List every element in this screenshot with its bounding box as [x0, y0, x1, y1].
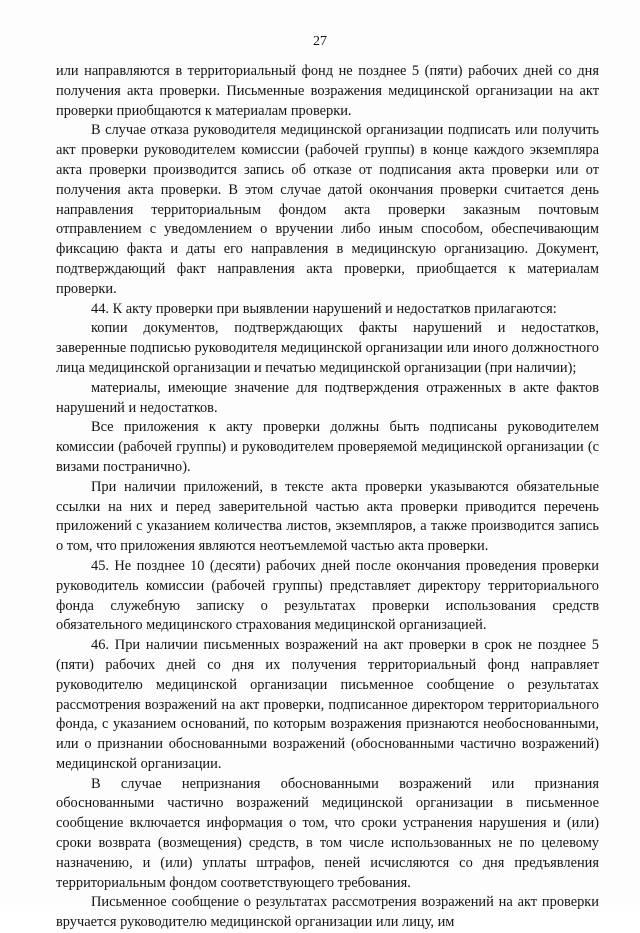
paragraph-45: 45. Не позднее 10 (десяти) рабочих дней после окончания проведения проверки руководитель комиссии (рабочей группы) представляет директору территориального фонда служебную записку о результатах проверки использования средств обязательного медицинского страхования медицинской организацией. — [56, 557, 599, 634]
paragraph-attachments-list: При наличии приложений, в тексте акта проверки указываются обязательные ссылки на них и перед заверительной частью акта проверки приводится перечень приложений с указанием количества листов, экземпляров, а также производится запись о том, что приложения являются неотъемлемой частью акта проверки. — [56, 478, 599, 555]
paragraph-copies: копии документов, подтверждающих факты нарушений и недостатков, заверенные подписью руководителя медицинской организации или иного должностного лица медицинской организации и печатью медицинской организации (при наличии); — [56, 320, 599, 376]
paragraph-written-message: Письменное сообщение о результатах рассмотрения возражений на акт проверки вручается руководителю медицинской организации или лицу, им — [56, 894, 599, 931]
paragraph-materials: материалы, имеющие значение для подтверждения отраженных в акте фактов нарушений и недостатков. — [56, 379, 599, 416]
page-number: 27 — [313, 34, 327, 49]
paragraph-non-recognition: В случае непризнания обоснованными возражений или признания обоснованными частично возражений медицинской организации в письменное сообщение включается информация о том, что сроки устранения нарушения и (или) сроки возврата (возмещения) средств, в том числе использованных не по целевому назначению, и (или) уплаты штрафов, пеней исчисляются со дня предъявления территориальным фондом соответствующего требования. — [56, 775, 599, 891]
paragraph-refusal: В случае отказа руководителя медицинской организации подписать или получить акт проверки руководителем комиссии (рабочей группы) в конце каждого экземпляра акта проверки производится запись об отказе от подписания акта проверки или от получения акта проверки. В этом случае датой окончания проверки считается день направления территориальным фондом акта проверки заказным почтовым отправлением с уведомлением о вручении либо иным способом, обеспечивающим фиксацию факта и даты его направления в медицинскую организацию. Документ, подтверждающий факт направления акта проверки, приобщается к материалам проверки. — [56, 122, 599, 297]
document-body — [56, 62, 599, 933]
paragraph-attachments-signed: Все приложения к акту проверки должны быть подписаны руководителем комиссии (рабочей группы) и руководителем проверяемой медицинской организации (с визами постранично). — [56, 419, 599, 475]
paragraph-continuation: или направляются в территориальный фонд не позднее 5 (пяти) рабочих дней со дня получения акта проверки. Письменные возражения медицинской организации на акт проверки приобщаются к материалам проверки. — [56, 63, 599, 119]
paragraph-44: 44. К акту проверки при выявлении нарушений и недостатков прилагаются: — [91, 300, 557, 317]
paragraph-46: 46. При наличии письменных возражений на акт проверки в срок не позднее 5 (пяти) рабочих дней со дня их получения территориальный фонд направляет руководителю медицинской организации письменное сообщение о результатах рассмотрения возражений на акт проверки, подписанное директором территориального фонда, с указанием оснований, по которым возражения признаются необоснованными, или о признании обоснованными возражений (обоснованными частично возражений) медицинской организации. — [56, 637, 599, 772]
